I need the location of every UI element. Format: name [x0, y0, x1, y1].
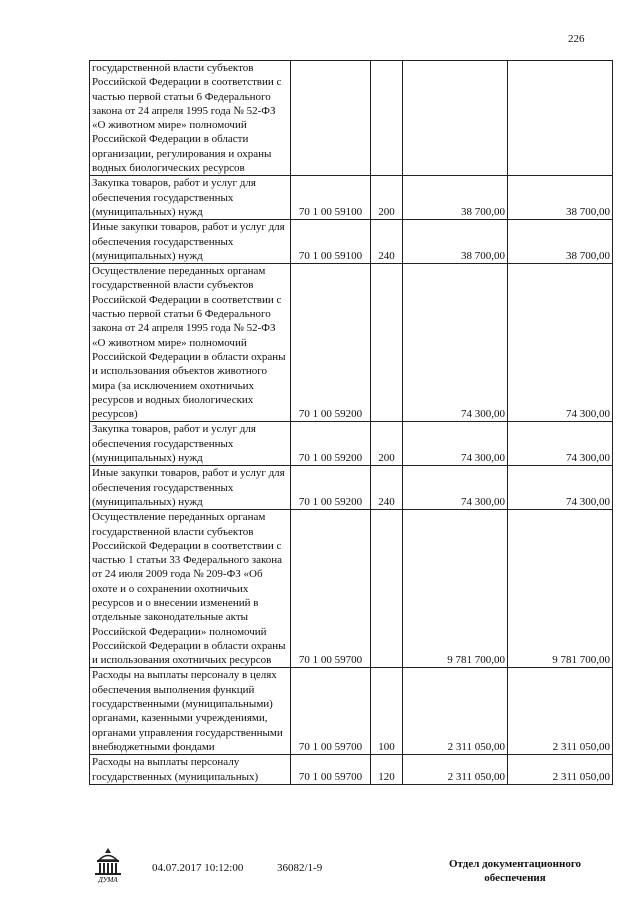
budget-table-body: [90, 61, 613, 785]
page-number: 226: [568, 33, 585, 45]
row-expense-type-cell: 240: [371, 466, 403, 510]
table-row: [90, 510, 613, 668]
row-expense-type-cell: 240: [371, 220, 403, 264]
row-sum-1-cell: 74 300,00: [403, 422, 508, 466]
row-sum-2-cell: 2 311 050,00: [508, 755, 613, 785]
row-code-cell: 70 1 00 59100: [291, 220, 371, 264]
row-sum-1-cell: 74 300,00: [403, 264, 508, 422]
row-name-cell: Иные закупки товаров, работ и услуг для обеспечения государственных (муниципальных) нужд: [90, 220, 291, 264]
row-expense-type-cell: 200: [371, 422, 403, 466]
row-code-cell: 70 1 00 59100: [291, 176, 371, 220]
row-sum-1-cell: 74 300,00: [403, 466, 508, 510]
row-name-cell: Осуществление переданных органам государственной власти субъектов Российской Федерации в соответствии с частью 1 статьи 33 Федерального закона от 24 июля 2009 года № 209-ФЗ «Об охоте и о сохранении охотничьих ресурсов и о внесении изменений в отдельные законодательные акты Российской Федерации» полномочий Российской Федерации в области охраны и использования охотничьих ресурсов: [90, 510, 291, 668]
row-sum-2-cell: 74 300,00: [508, 466, 613, 510]
row-expense-type-cell: [371, 61, 403, 176]
row-expense-type-cell: [371, 510, 403, 668]
row-code-cell: 70 1 00 59700: [291, 755, 371, 785]
table-row: [90, 755, 613, 785]
duma-logo-icon: [90, 846, 126, 884]
row-name-cell: Осуществление переданных органам государственной власти субъектов Российской Федерации в соответствии с частью первой статьи 6 Федерального закона от 24 апреля 1995 года № 52-ФЗ «О животном мире» полномочий Российской Федерации в области охраны и использования объектов животного мира (за исключением охотничьих ресурсов и водных биологических ресурсов): [90, 264, 291, 422]
row-code-cell: 70 1 00 59200: [291, 466, 371, 510]
row-code-cell: [291, 61, 371, 176]
row-sum-2-cell: 74 300,00: [508, 264, 613, 422]
table-row: [90, 422, 613, 466]
row-name-cell: Расходы на выплаты персоналу государственных (муниципальных): [90, 755, 291, 785]
row-expense-type-cell: [371, 264, 403, 422]
row-sum-1-cell: 38 700,00: [403, 176, 508, 220]
row-name-cell: Закупка товаров, работ и услуг для обеспечения государственных (муниципальных) нужд: [90, 176, 291, 220]
row-sum-2-cell: 9 781 700,00: [508, 510, 613, 668]
table-row: [90, 176, 613, 220]
row-sum-2-cell: 74 300,00: [508, 422, 613, 466]
row-sum-1-cell: 2 311 050,00: [403, 755, 508, 785]
duma-logo-text: ДУМА: [98, 876, 118, 884]
stamp-doc-number: 36082/1-9: [277, 862, 323, 874]
table-row: [90, 61, 613, 176]
row-expense-type-cell: 120: [371, 755, 403, 785]
row-name-cell: Закупка товаров, работ и услуг для обеспечения государственных (муниципальных) нужд: [90, 422, 291, 466]
row-sum-1-cell: 2 311 050,00: [403, 668, 508, 755]
table-row: [90, 264, 613, 422]
table-row: [90, 466, 613, 510]
row-sum-2-cell: 38 700,00: [508, 220, 613, 264]
stamp-date: 04.07.2017 10:12:00: [152, 862, 244, 874]
row-name-cell: Иные закупки товаров, работ и услуг для обеспечения государственных (муниципальных) нужд: [90, 466, 291, 510]
table-row: [90, 668, 613, 755]
row-sum-2-cell: [508, 61, 613, 176]
row-code-cell: 70 1 00 59200: [291, 422, 371, 466]
department-stamp: [440, 857, 590, 885]
budget-table: [89, 60, 613, 785]
department-line-2: обеспечения: [484, 872, 546, 884]
row-expense-type-cell: 100: [371, 668, 403, 755]
row-sum-1-cell: 38 700,00: [403, 220, 508, 264]
row-name-cell: Расходы на выплаты персоналу в целях обеспечения выполнения функций государственными (муниципальными) органами, казенными учреждениями, органами управления государственными внебюджетными фондами: [90, 668, 291, 755]
row-sum-2-cell: 38 700,00: [508, 176, 613, 220]
row-code-cell: 70 1 00 59200: [291, 264, 371, 422]
row-sum-1-cell: 9 781 700,00: [403, 510, 508, 668]
table-row: [90, 220, 613, 264]
row-code-cell: 70 1 00 59700: [291, 510, 371, 668]
row-sum-2-cell: 2 311 050,00: [508, 668, 613, 755]
row-code-cell: 70 1 00 59700: [291, 668, 371, 755]
department-line-1: Отдел документационного: [448, 858, 582, 870]
row-name-cell: государственной власти субъектов Российской Федерации в соответствии с частью первой статьи 6 Федерального закона от 24 апреля 1995 года № 52-ФЗ «О животном мире» полномочий Российской Федерации в области организации, регулирования и охраны водных биологических ресурсов: [90, 61, 291, 176]
row-expense-type-cell: 200: [371, 176, 403, 220]
row-sum-1-cell: [403, 61, 508, 176]
